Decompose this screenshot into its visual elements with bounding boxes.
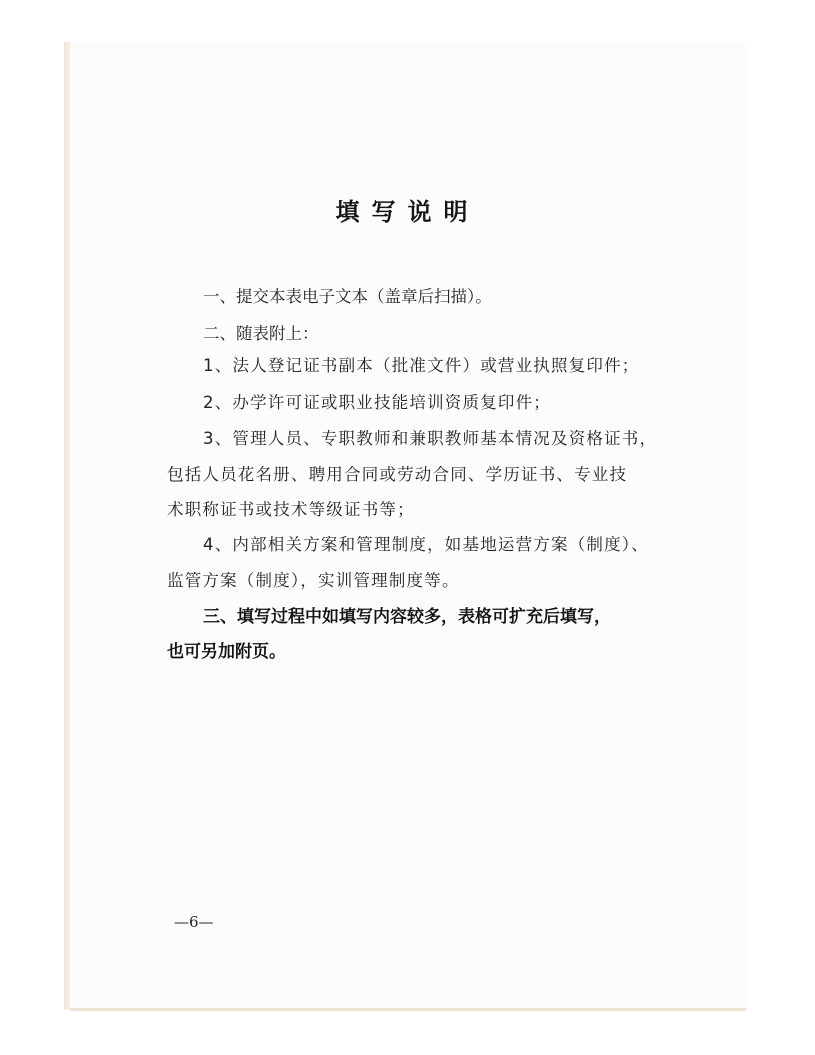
document-page xyxy=(70,42,746,1010)
instruction-item-2: 二、随表附上： xyxy=(203,324,319,343)
instruction-item-2-4-line-1: 4、内部相关方案和管理制度，如基地运营方案（制度）、 xyxy=(203,535,649,554)
instruction-item-2-3-line-2: 包括人员花名册、聘用合同或劳动合同、学历证书、专业技 xyxy=(167,465,628,484)
page-bottom-edge xyxy=(70,1008,746,1011)
page-number: —6— xyxy=(174,913,214,931)
instruction-item-3-line-2: 也可另加附页。 xyxy=(167,642,286,662)
instruction-item-2-3-line-3: 术职称证书或技术等级证书等； xyxy=(167,500,415,519)
instruction-item-3-line-1: 三、填写过程中如填写内容较多，表格可扩充后填写， xyxy=(203,607,611,627)
instruction-item-1: 一、提交本表电子文本（盖章后扫描）。 xyxy=(203,287,492,306)
instruction-item-2-3-line-1: 3、管理人员、专职教师和兼职教师基本情况及资格证书， xyxy=(203,429,658,448)
instruction-item-2-2: 2、办学许可证或职业技能培训资质复印件； xyxy=(203,393,551,412)
document-title: 填写说明 xyxy=(335,197,480,226)
instruction-item-2-1: 1、法人登记证书副本（批准文件）或营业执照复印件； xyxy=(203,356,640,375)
instruction-item-2-4-line-2: 监管方案（制度），实训管理制度等。 xyxy=(167,571,460,590)
